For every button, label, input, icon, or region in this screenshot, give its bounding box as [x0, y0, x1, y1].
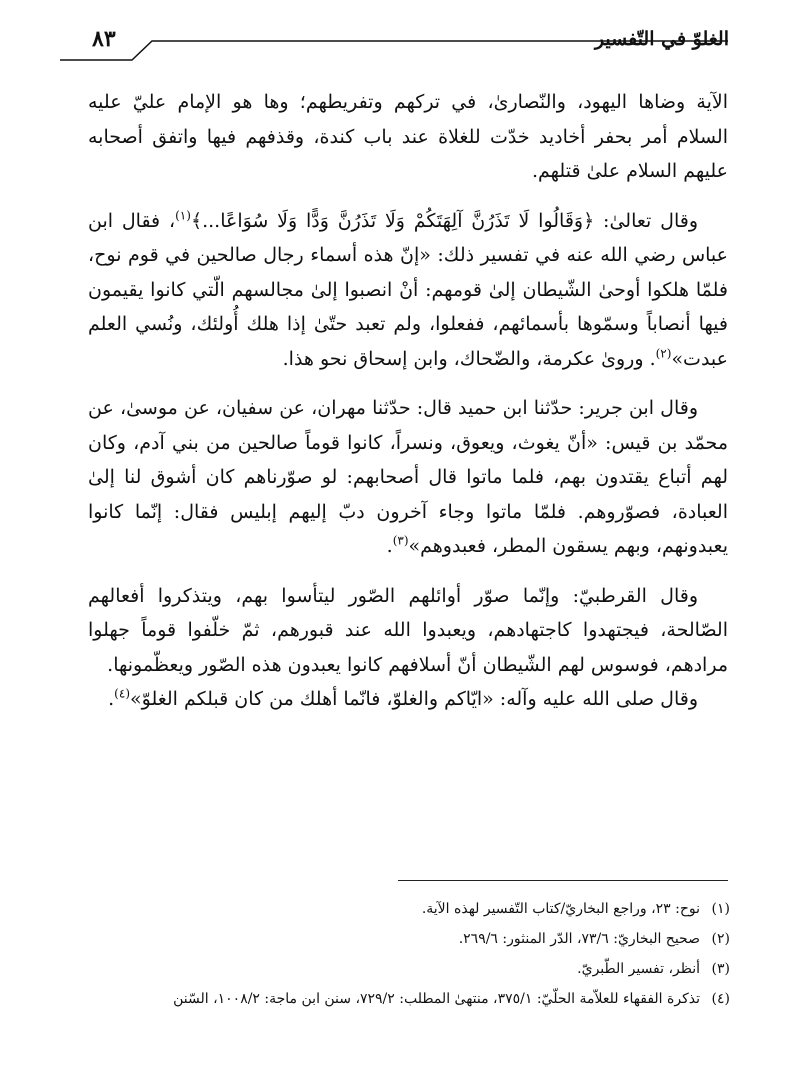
footnote-4 [60, 984, 730, 1014]
footnote-ref-4[interactable]: (٤) [114, 686, 130, 701]
paragraph-2 [88, 204, 728, 377]
footnote-number: (٣) [711, 961, 730, 977]
footnote-text: تذكرة الفقهاء للعلاّمة الحلّيّ: ٣٧٥/١، منتهىٰ المطلب: ٧٢٩/٢، سنن ابن ماجة: ١٠٠٨/٢، السّنن [173, 991, 700, 1007]
paragraph-2-text: وقال تعالىٰ: ﴿وَقَالُوا لَا تَذَرُنَّ آلِهَتَكُمْ وَلَا تَذَرُنَّ وَدًّا وَلَا سُوَاعًا...﴾ [190, 209, 698, 232]
footnote-separator [398, 880, 728, 881]
paragraph-5-text: وقال صلى الله عليه وآله: «ايّاكم والغلوّ، فانّما أهلك من كان قبلكم الغلوّ» [130, 688, 698, 710]
footnote-ref-2[interactable]: (٢) [655, 346, 672, 361]
paragraph-3 [88, 391, 728, 564]
paragraph-1 [88, 85, 728, 189]
running-header-title: الغلوّ في التّفسير [594, 28, 729, 50]
paragraph-2-text-end: . ورویٰ عكرمة، والضّحاك، وابن إسحاق نحو هذا. [282, 347, 656, 370]
paragraph-1-text: الآية وضاها اليهود، والنّصارىٰ، في تركهم وتفريطهم؛ وها هو الإمام عليّ عليه السلام أمر بحفر أخاديد خدّت للغلاة عند باب كندة، وقذفهم فيها واتفق أصحابه عليهم السلام علىٰ قتلهم. [88, 91, 728, 182]
header-rule [0, 0, 791, 70]
footnote-number: (٢) [711, 931, 730, 947]
footnote-ref-3[interactable]: (٣) [392, 533, 409, 548]
paragraph-5-text-end: . [108, 688, 115, 710]
footnote-2 [60, 924, 730, 954]
paragraph-4 [88, 579, 728, 683]
footnote-3 [60, 954, 730, 984]
footnote-ref-1[interactable]: (١) [175, 208, 191, 223]
paragraph-3-text-end: . [386, 535, 393, 557]
paragraph-3-text: وقال ابن جرير: حدّثنا ابن حميد قال: حدّثنا مهران، عن سفيان، عن موسىٰ، عن محمّد بن قيس: «أنّ يغوث، ويعوق، ونسراً، كانوا قوماً صالحين من بني آدم، وكان لهم أتباع يقتدون بهم، فلما ماتوا قال أصحابهم: لو صوّرناهم كان أشوق لنا إلىٰ العبادة، فصوّروهم. فلمّا ماتوا وجاء آخرون دبّ إليهم إبليس فقال: إنّما كانوا يعبدونهم، وبهم يسقون المطر، فعبدوهم» [88, 397, 728, 557]
footnote-1 [60, 894, 730, 924]
footnote-text: صحيح البخاريّ: ٧٣/٦، الدّر المنثور: ٢٦٩/٦. [458, 931, 700, 947]
footnote-number: (١) [711, 901, 730, 917]
paragraph-4-text: وقال القرطبيّ: وإنّما صوّر أوائلهم الصّور ليتأسوا بهم، ويتذكروا أفعالهم الصّالحة، فيجتهدوا كاجتهادهم، ويعبدوا الله عند قبورهم، ثمّ خلّفوا قوماً جهلوا مرادهم، فوسوس لهم الشّيطان أنّ أسلافهم كانوا يعبدون هذه الصّور ويعظّمونها. [88, 584, 728, 676]
footnote-text: أنظر، تفسير الطّبريّ. [577, 961, 700, 977]
main-text [88, 85, 728, 717]
footnote-text: نوح: ٢٣، وراجع البخاريّ/كتاب التّفسير لهذه الآية. [421, 901, 700, 917]
footnote-number: (٤) [711, 991, 730, 1007]
paragraph-2-text-cont: ، فقال ابن عباس رضي الله عنه في تفسير ذلك: «إنّ هذه أسماء رجال صالحين في قوم نوح، فلمّا هلكوا أوحىٰ الشّيطان إلىٰ قومهم: أنْ انصبوا إلىٰ مجالسهم الّتي كانوا يقيمون فيها أنصاباً وسمّوها بأسمائهم، ففعلوا، ولم تعبد حتّىٰ إذا هلك أُولئك، ونُسي العلم عبدت» [88, 209, 728, 370]
page-number: ٨٣ [92, 26, 116, 52]
paragraph-5 [88, 682, 728, 717]
footnotes [60, 894, 730, 1014]
